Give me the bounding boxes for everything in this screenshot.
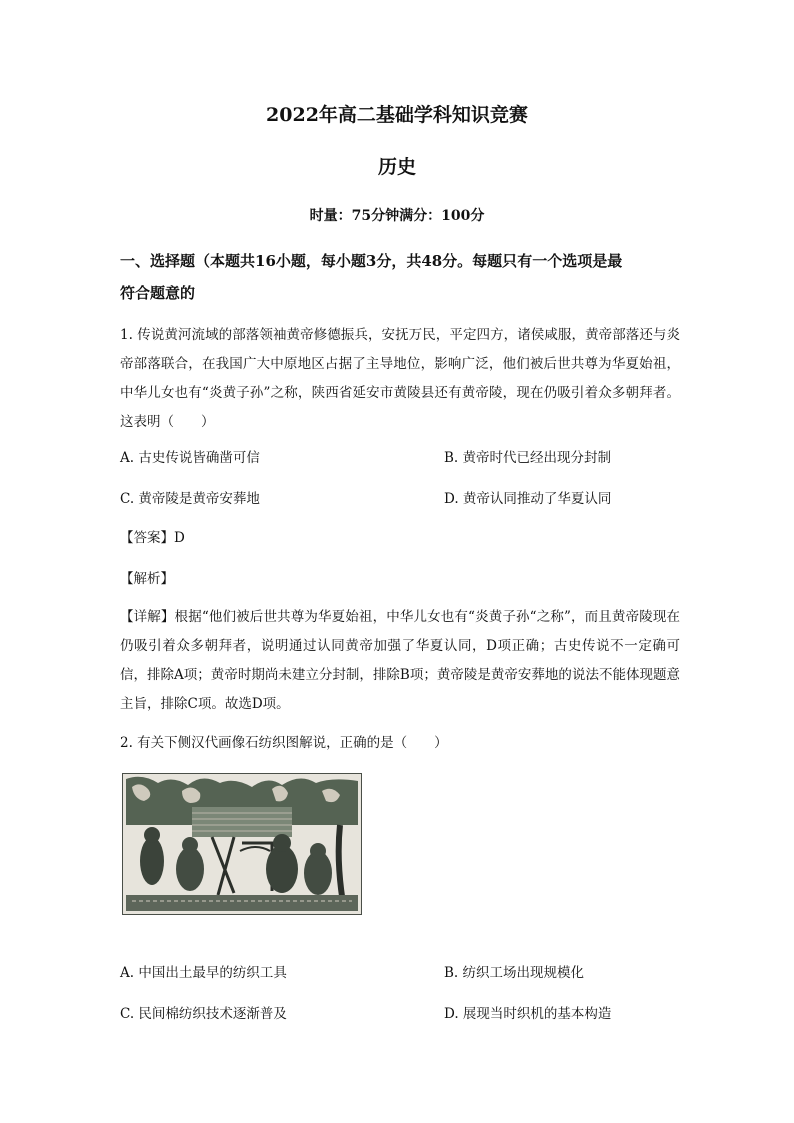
q1-option-b[interactable]: B. 黄帝时代已经出现分封制 — [444, 450, 612, 466]
section-heading — [120, 245, 680, 309]
q2-option-b[interactable]: B. 纺织工场出现规模化 — [444, 965, 585, 981]
q1-option-c[interactable]: C. 黄帝陵是黄帝安葬地 — [120, 491, 260, 507]
subject-title: 历史 — [377, 156, 416, 178]
question-1-stem: 1. 传说黄河流域的部落领袖黄帝修德振兵，安抚万民，平定四方，诸侯咸服，黄帝部落还与炎帝部落联合，在我国广大中原地区占据了主导地位，影响广泛，他们被后世共尊为华夏始祖，中华儿女也有“炎黄子孙”之称，陕西省延安市黄陵县还有黄帝陵，现在仍吸引着众多朝拜者。这表明（ ） — [120, 327, 680, 430]
exam-info: 时量：75分钟满分：100分 — [309, 208, 485, 224]
section-heading-line2: 符合题意的 — [120, 284, 196, 302]
question-2-stem: 2. 有关下侧汉代画像石纺织图解说，正确的是（ ） — [120, 735, 448, 751]
q2-option-c[interactable]: C. 民间棉纺织技术逐渐普及 — [120, 1006, 287, 1022]
q1-option-d[interactable]: D. 黄帝认同推动了华夏认同 — [444, 491, 612, 507]
q1-option-a[interactable]: A. 古史传说皆确凿可信 — [120, 450, 260, 466]
q2-option-d[interactable]: D. 展现当时织机的基本构造 — [444, 1006, 612, 1022]
exam-title: 2022年高二基础学科知识竞赛 — [266, 104, 528, 126]
q1-analysis-label: 【解析】 — [120, 571, 174, 587]
section-heading-line1: 一、选择题（本题共16小题，每小题3分，共48分。每题只有一个选项是最 — [120, 252, 623, 270]
q1-detail: 【详解】根据“他们被后世共尊为华夏始祖，中华儿女也有“炎黄子孙“之称”，而且黄帝陵现在仍吸引着众多朝拜者，说明通过认同黄帝加强了华夏认同，D项正确；古史传说不一定确可信，排除A项；黄帝时期尚未建立分封制，排除B项；黄帝陵是黄帝安葬地的说法不能体现题意主旨，排除C项。故选D项。 — [120, 609, 680, 712]
han-stone-relief-weaving-image — [122, 773, 362, 915]
q1-answer: 【答案】D — [120, 530, 185, 546]
q2-option-a[interactable]: A. 中国出土最早的纺织工具 — [120, 965, 287, 981]
